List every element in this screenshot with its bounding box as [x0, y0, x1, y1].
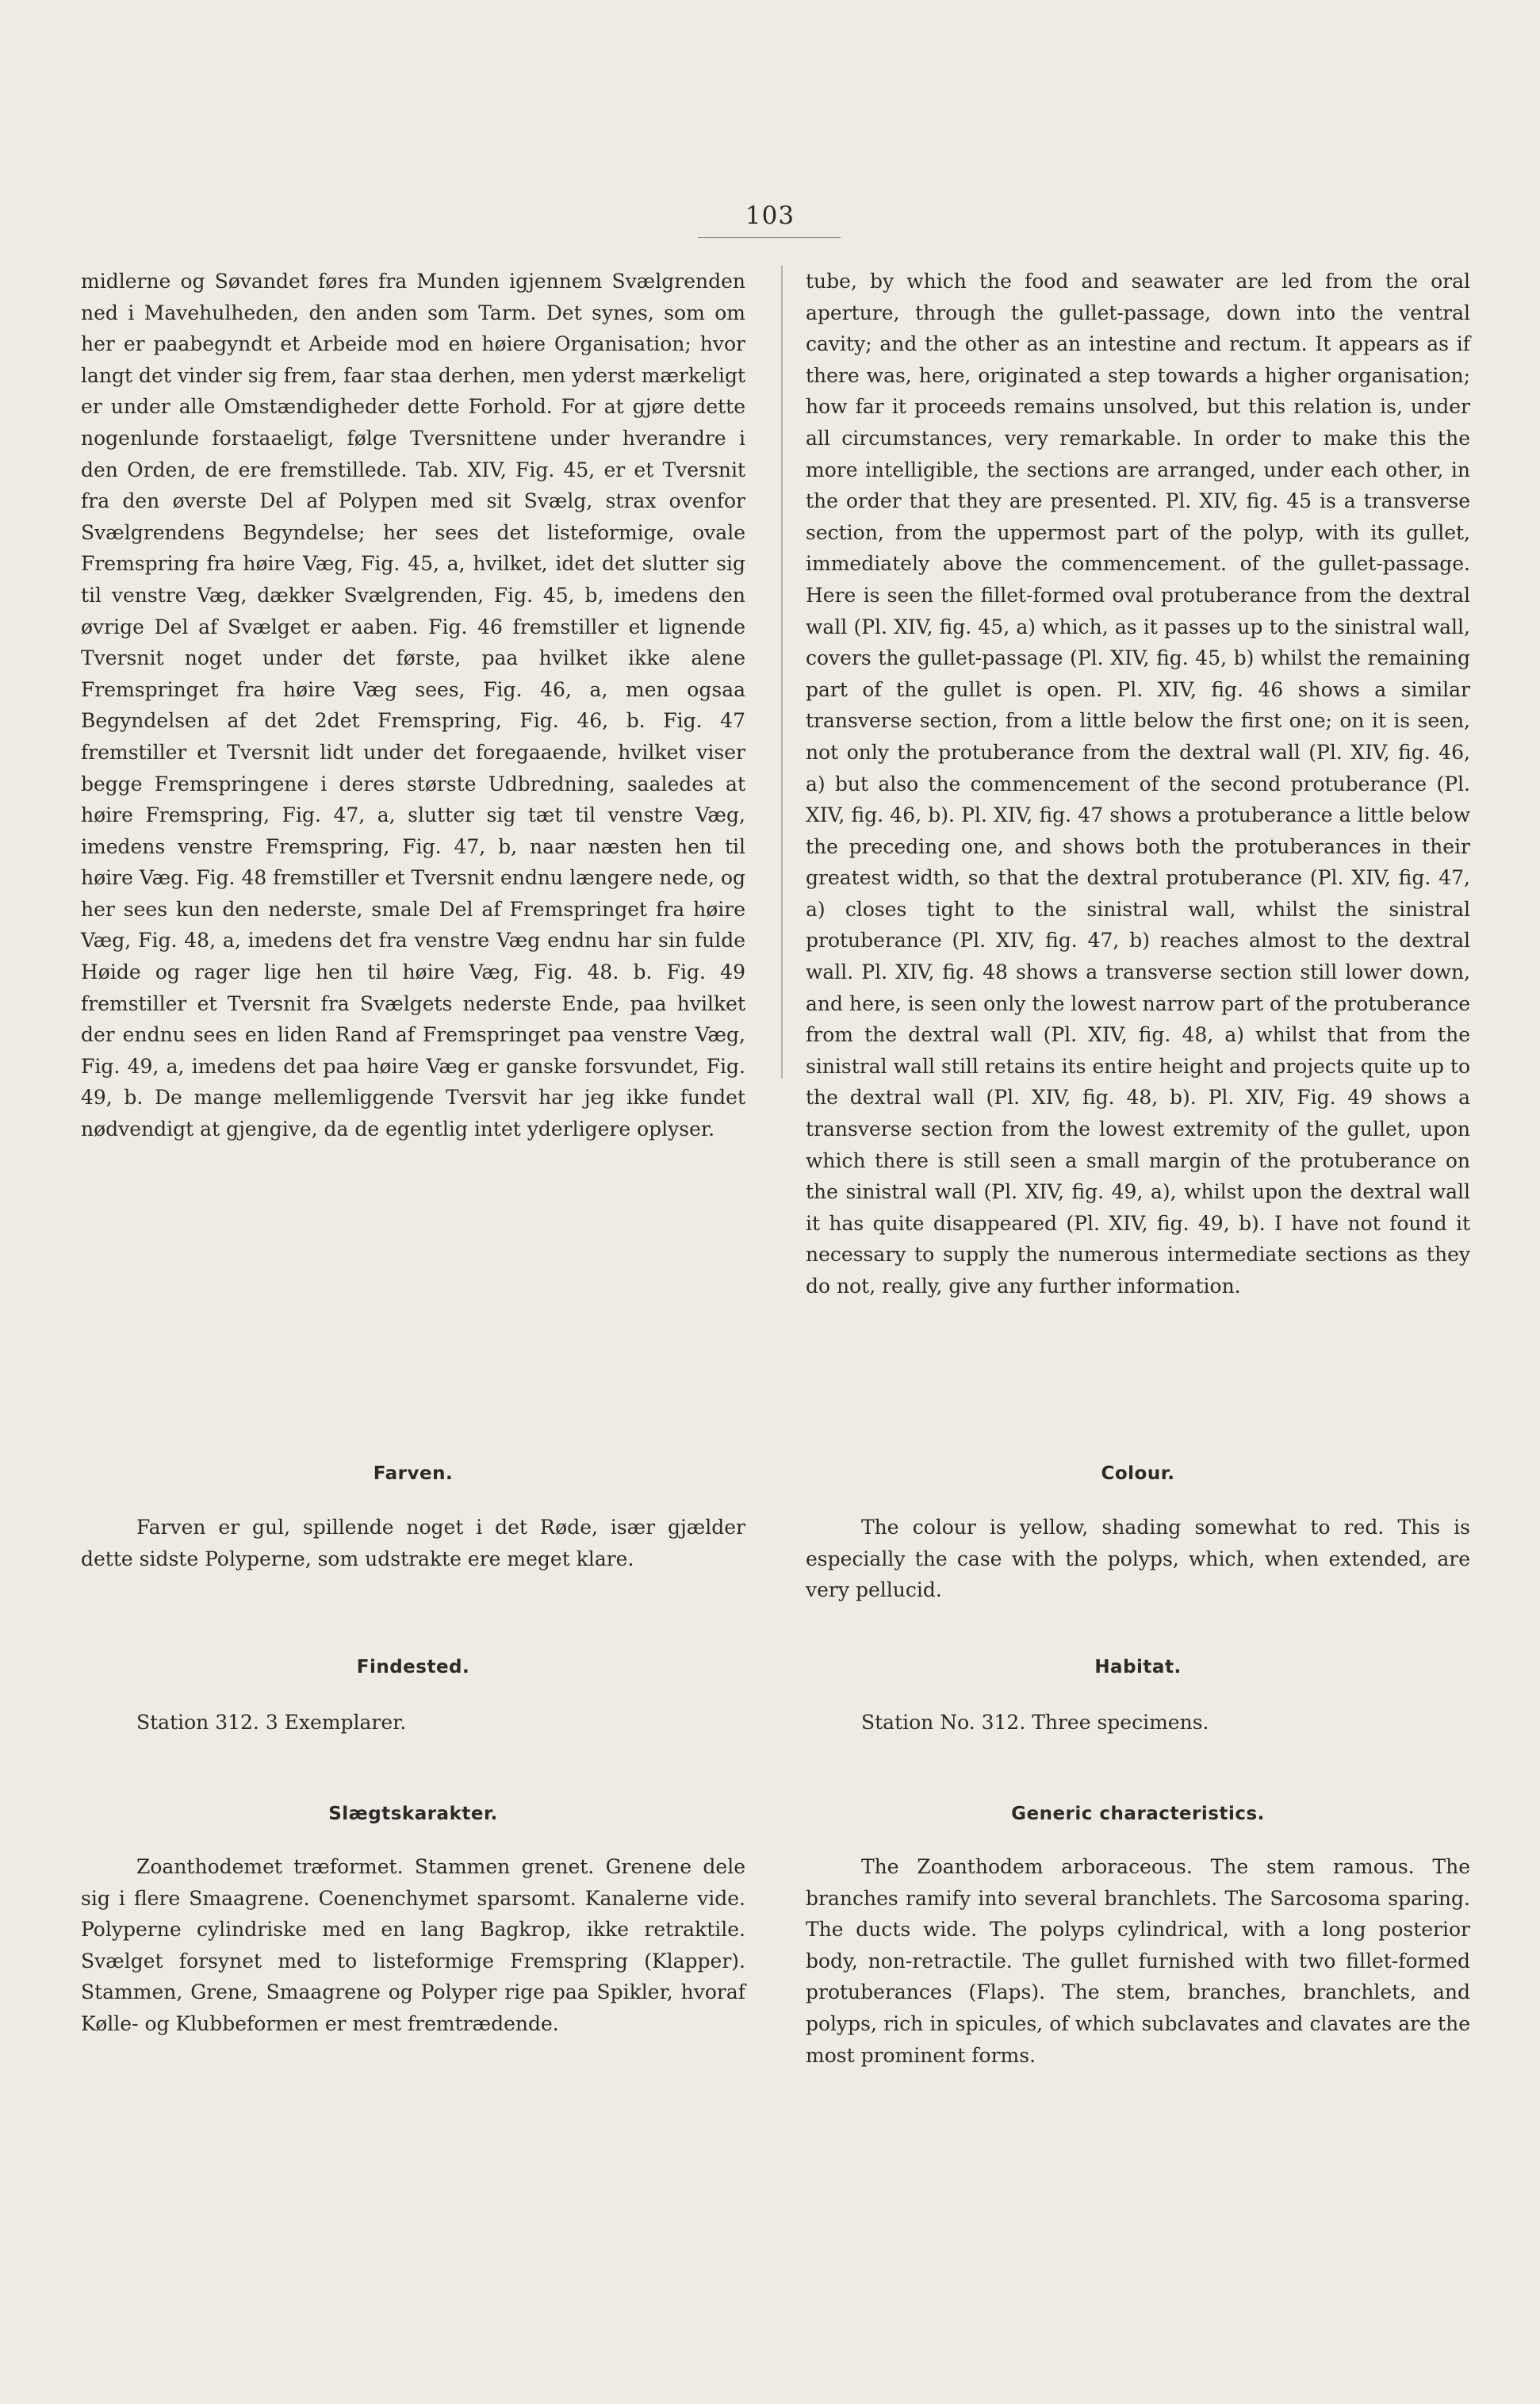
- left-colour-heading: Farven.: [373, 1463, 454, 1484]
- right-colour-text: The colour is yellow, shading somewhat to red. This is especially the case with the polyps, which, when extended, are very pellucid.: [806, 1516, 1470, 1602]
- right-habitat-paragraph: [806, 1707, 1470, 1739]
- right-colour-heading: Colour.: [1101, 1463, 1175, 1484]
- column-divider: [781, 266, 783, 1079]
- left-generic-heading: Slægtskarakter.: [328, 1804, 498, 1824]
- right-generic-text: The Zoanthodem arboraceous. The stem ramous. The branches ramify into several branchlets. The Sarcosoma sparing. The ducts wide. The polyps cylindrical, with a long posterior body, non-retractile. The gullet furnished with two fillet-formed protuberances (Flaps). The stem, branches, branchlets, and polyps, rich in spicules, of which subclavates and clavates are the most prominent forms.: [806, 1855, 1470, 2067]
- left-habitat-heading: Findested.: [356, 1657, 470, 1677]
- left-generic-text: Zoanthodemet træformet. Stammen grenet. Grenene dele sig i flere Smaagrene. Coenenchymet sparsomt. Kanalerne vide. Polyperne cylindriske med en lang Bagkrop, ikke retraktile. Svælget forsynet med to listeformige Fremspring (Klapper). Stammen, Grene, Smaagrene og Polyper rige paa Spikler, hvoraf Kølle- og Klubbeformen er mest fremtrædende.: [81, 1855, 745, 2035]
- page-number: 103: [745, 201, 795, 230]
- left-colour-text: Farven er gul, spillende noget i det Røde, især gjælder dette sidste Polyperne, som udstrakte ere meget klare.: [81, 1516, 745, 1570]
- header-rule: [698, 237, 841, 238]
- right-habitat-heading: Habitat.: [1094, 1657, 1182, 1677]
- right-generic-paragraph: [806, 1851, 1470, 2071]
- left-habitat-text: Station 312. 3 Exemplarer.: [136, 1711, 407, 1734]
- right-habitat-text: Station No. 312. Three specimens.: [861, 1711, 1209, 1734]
- right-colour-paragraph: [806, 1512, 1470, 1606]
- left-description-text: midlerne og Søvandet føres fra Munden igjennem Svælgrenden ned i Mavehulheden, den anden som Tarm. Det synes, som om her er paabegyndt et Arbeide mod en høiere Organisation; hvor langt det vinder sig frem, faar staa derhen, men yderst mærkeligt er under alle Omstændigheder dette Forhold. For at gjøre dette nogenlunde forstaaeligt, følge Tversnittene under hverandre i den Orden, de ere fremstillede. Tab. XIV, Fig. 45, er et Tversnit fra den øverste Del af Polypen med sit Svælg, strax ovenfor Svælgrendens Begyndelse; her sees det listeformige, ovale Fremspring fra høire Væg, Fig. 45, a, hvilket, idet det slutter sig til venstre Væg, dækker Svælgrenden, Fig. 45, b, imedens den øvrige Del af Svælget er aaben. Fig. 46 fremstiller et lignende Tversnit noget under det første, paa hvilket ikke alene Fremspringet fra høire Væg sees, Fig. 46, a, men ogsaa Begyndelsen af det 2det Fremspring, Fig. 46, b. Fig. 47 fremstiller et Tversnit lidt under det foregaaende, hvilket viser begge Fremspringene i deres største Udbredning, saaledes at høire Fremspring, Fig. 47, a, slutter sig tæt til venstre Væg, imedens venstre Fremspring, Fig. 47, b, naar næsten hen til høire Væg. Fig. 48 fremstiller et Tversnit endnu længere nede, og her sees kun den nederste, smale Del af Fremspringet fra høire Væg, Fig. 48, a, imedens det fra venstre Væg endnu har sin fulde Høide og rager lige hen til høire Væg, Fig. 48. b. Fig. 49 fremstiller et Tversnit fra Svælgets nederste Ende, paa hvilket der endnu sees en liden Rand af Fremspringet paa venstre Væg, Fig. 49, a, imedens det paa høire Væg er ganske forsvundet, Fig. 49, b. De mange mellemliggende Tversvit har jeg ikke fundet nødvendigt at gjengive, da de egentlig intet yderligere oplyser.: [81, 270, 745, 1141]
- left-generic-paragraph: [81, 1851, 745, 2040]
- right-generic-heading: Generic characteristics.: [1011, 1804, 1265, 1824]
- right-description-text: tube, by which the food and seawater are led from the oral aperture, through the gullet-passage, down into the ventral cavity; and the other as an intestine and rectum. It appears as if there was, here, originated a step towards a higher organisation; how far it proceeds remains unsolved, but this relation is, under all circumstances, very remarkable. In order to make this the more intelligible, the sections are arranged, under each other, in the order that they are presented. Pl. XIV, fig. 45 is a transverse section, from the uppermost part of the polyp, with its gullet, immediately above the commencement. of the gullet-passage. Here is seen the fillet-formed oval protuberance from the dextral wall (Pl. XIV, fig. 45, a) which, as it passes up to the sinistral wall, covers the gullet-passage (Pl. XIV, fig. 45, b) whilst the remaining part of the gullet is open. Pl. XIV, fig. 46 shows a similar transverse section, from a little below the first one; on it is seen, not only the protuberance from the dextral wall (Pl. XIV, fig. 46, a) but also the commencement of the second protuberance (Pl. XIV, fig. 46, b). Pl. XIV, fig. 47 shows a protuberance a little below the preceding one, and shows both the protuberances in their greatest width, so that the dextral protuberance (Pl. XIV, fig. 47, a) closes tight to the sinistral wall, whilst the sinistral protuberance (Pl. XIV, fig. 47, b) reaches almost to the dextral wall. Pl. XIV, fig. 48 shows a transverse section still lower down, and here, is seen only the lowest narrow part of the protuberance from the dextral wall (Pl. XIV, fig. 48, a) whilst that from the sinistral wall still retains its entire height and projects quite up to the dextral wall (Pl. XIV, fig. 48, b). Pl. XIV, Fig. 49 shows a transverse section from the lowest extremity of the gullet, upon which there is still seen a small margin of the protuberance on the sinistral wall (Pl. XIV, fig. 49, a), whilst upon the dextral wall it has quite disappeared (Pl. XIV, fig. 49, b). I have not found it necessary to supply the numerous intermediate sections as they do not, really, give any further information.: [806, 270, 1470, 1298]
- left-colour-paragraph: [81, 1512, 745, 1574]
- left-habitat-paragraph: [81, 1707, 745, 1739]
